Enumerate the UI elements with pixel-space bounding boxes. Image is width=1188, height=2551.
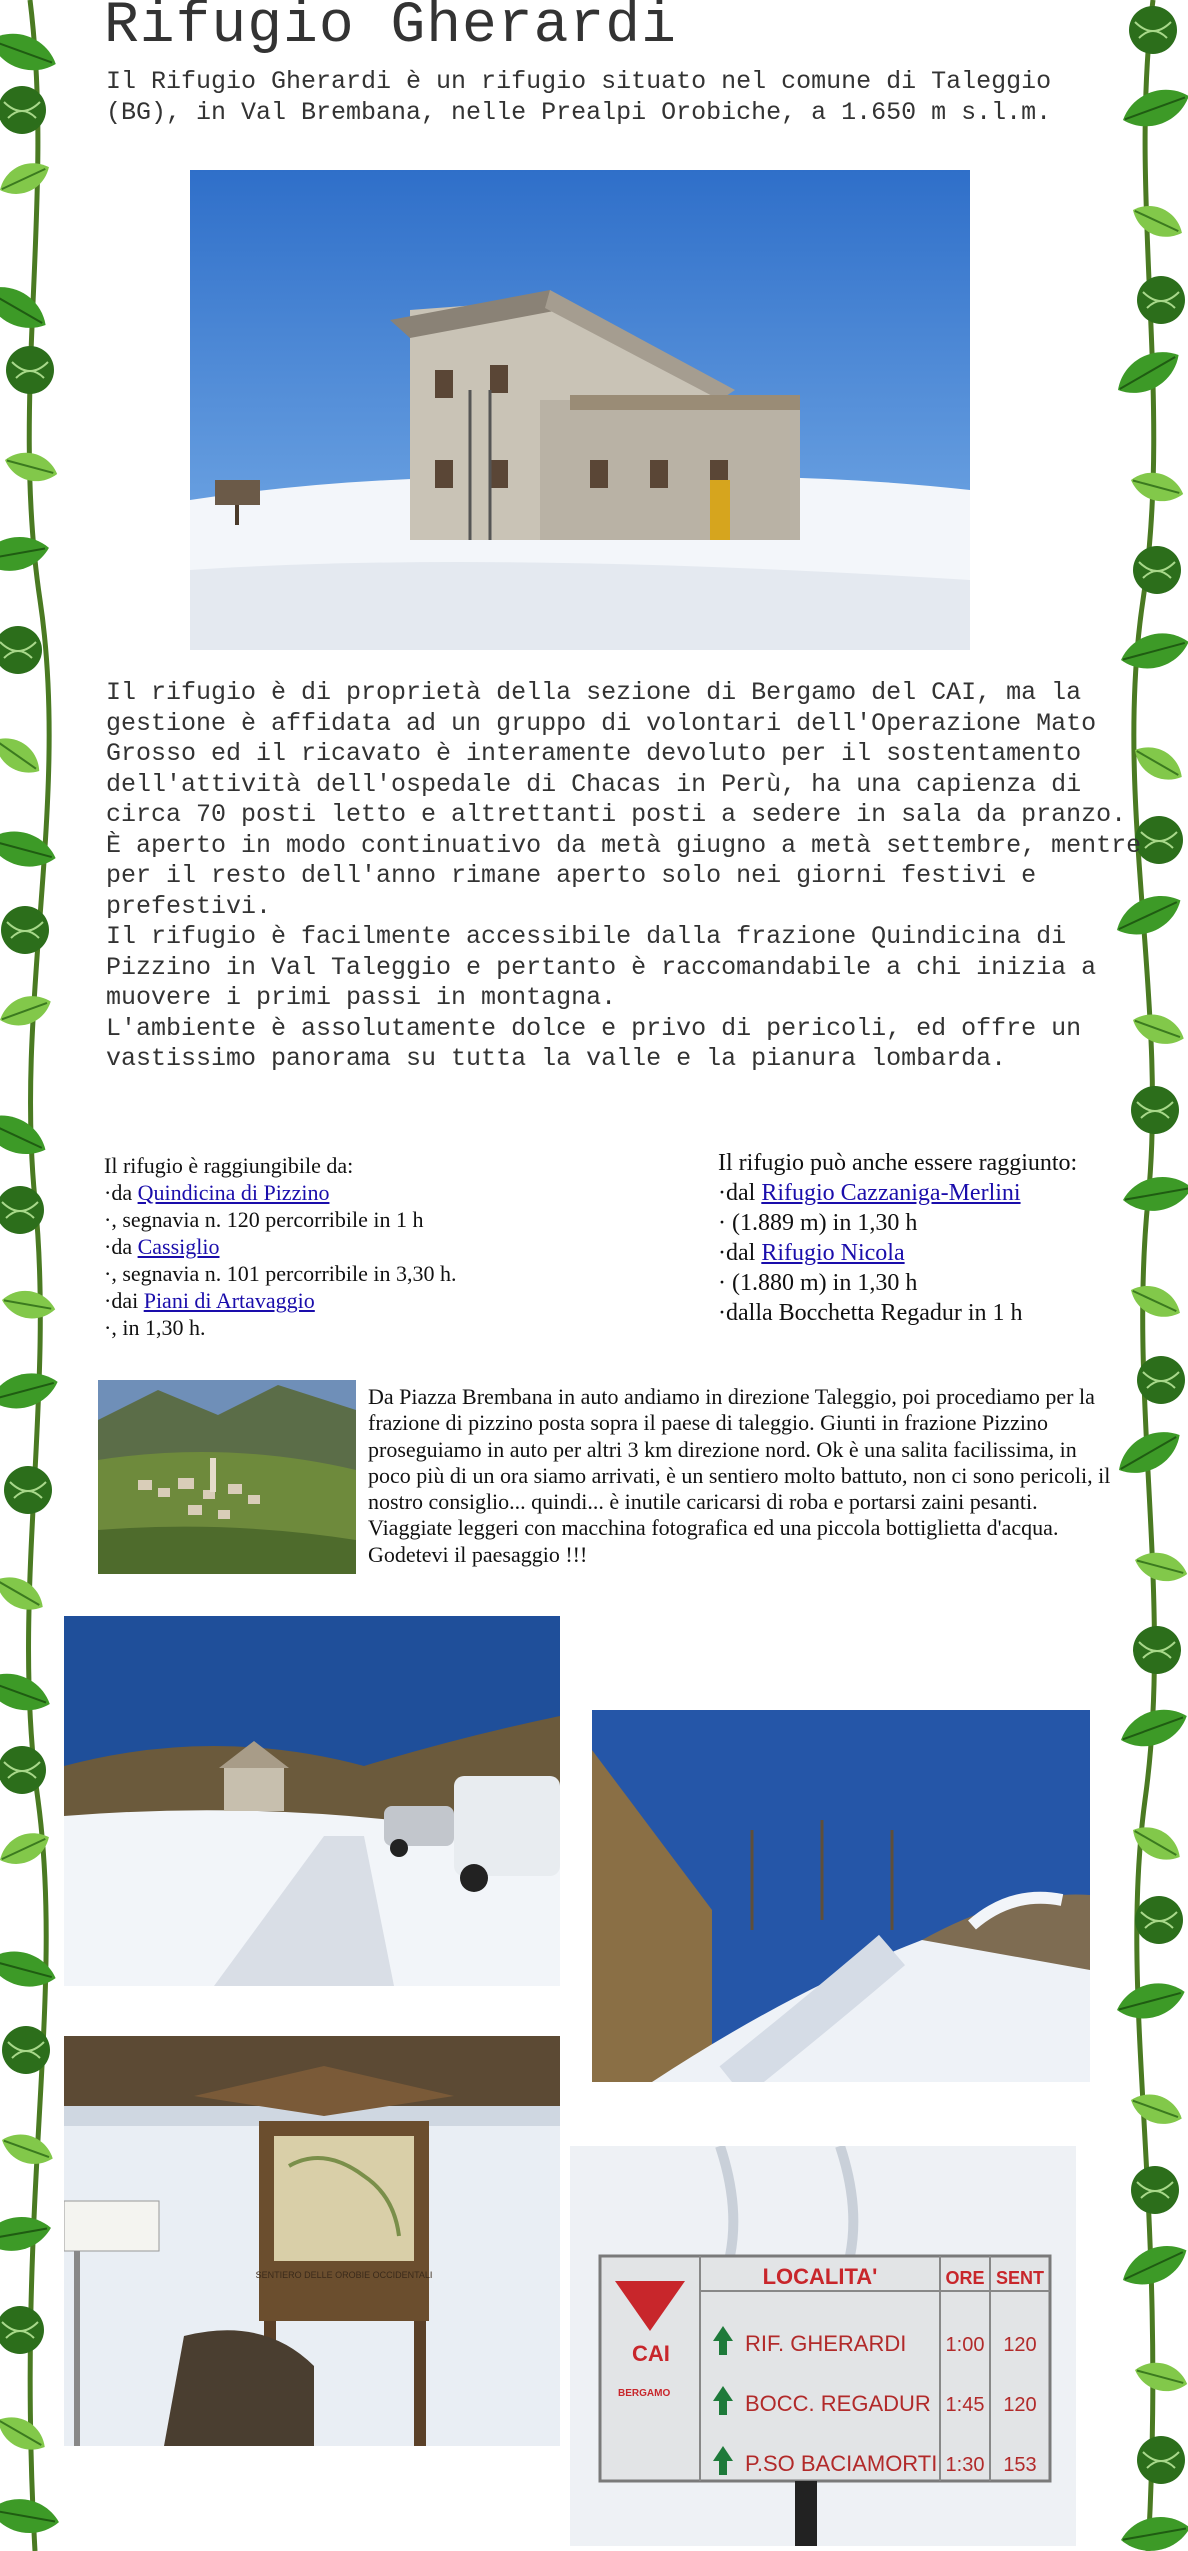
sign-row-sent: 120 bbox=[1003, 2334, 1037, 2356]
cai-logo-text: CAI bbox=[632, 2341, 670, 2366]
village-photo bbox=[98, 1380, 356, 1574]
trail-board-photo bbox=[64, 2036, 560, 2446]
cai-trail-sign-photo bbox=[570, 2146, 1076, 2546]
access-line: ·, segnavia n. 120 percorribile in 1 h bbox=[104, 1207, 424, 1232]
sign-row-place: BOCC. REGADUR bbox=[745, 2391, 931, 2416]
link-cassiglio[interactable]: Cassiglio bbox=[137, 1234, 220, 1259]
snowy-path-photo bbox=[592, 1710, 1090, 2082]
sign-row-place: RIF. GHERARDI bbox=[745, 2331, 907, 2356]
access-line: ·dal Rifugio Cazzaniga-Merlini bbox=[718, 1180, 1021, 1206]
sign-row-sent: 120 bbox=[1003, 2394, 1037, 2416]
page-title: Rifugio Gherardi bbox=[104, 0, 677, 59]
access-line: · (1.880 m) in 1,30 h bbox=[718, 1270, 918, 1296]
access-also-list bbox=[718, 1148, 1138, 1328]
access-line: · (1.889 m) in 1,30 h bbox=[718, 1210, 918, 1236]
description-paragraph: È aperto in modo continuativo da metà giugno a metà settembre, mentre per il resto dell'anno rimane aperto solo nei giorni festivi e prefestivi. bbox=[106, 830, 1142, 921]
access-line: ·da Quindicina di Pizzino bbox=[104, 1180, 330, 1205]
sign-row-place: P.SO BACIAMORTI bbox=[745, 2451, 938, 2476]
snowy-road-cars-photo bbox=[64, 1616, 560, 1986]
access-from-list bbox=[104, 1152, 664, 1341]
access-line: ·dal Rifugio Nicola bbox=[718, 1240, 905, 1266]
description-paragraph: Il rifugio è facilmente accessibile dalla frazione Quindicina di Pizzino in Val Taleggio e pertanto è raccomandabile a chi inizia a muovere i primi passi in montagna. bbox=[106, 922, 1097, 1012]
sign-row-ore: 1:30 bbox=[945, 2454, 985, 2476]
sign-row-ore: 1:45 bbox=[945, 2394, 985, 2416]
access-heading: Il rifugio può anche essere raggiunto: bbox=[718, 1150, 1078, 1176]
access-line: ·da Cassiglio bbox=[104, 1234, 220, 1259]
access-line: ·dai Piani di Artavaggio bbox=[104, 1288, 315, 1313]
link-quindicina-di-pizzino[interactable]: Quindicina di Pizzino bbox=[137, 1180, 330, 1205]
access-heading: Il rifugio è raggiungibile da: bbox=[104, 1153, 354, 1178]
access-line: ·, segnavia n. 101 percorribile in 3,30 h. bbox=[104, 1261, 457, 1286]
description-text bbox=[106, 678, 1151, 1075]
rifugio-photo bbox=[190, 170, 970, 650]
description-paragraph: L'ambiente è assolutamente dolce e privo di pericoli, ed offre un vastissimo panorama su tutta la valle e la pianura lombarda. bbox=[106, 1013, 1082, 1073]
sign-header-localita: LOCALITA' bbox=[762, 2264, 878, 2289]
sign-row-ore: 1:00 bbox=[945, 2334, 985, 2356]
description-paragraph: Il rifugio è di proprietà della sezione di Bergamo del CAI, ma la gestione è affidata ad un gruppo di volontari dell'Operazione Mato Grosso ed il ricavato è interamente devoluto per il sostentamento dell'attività dell'ospedale di Chacas in Perù, ha una capienza di circa 70 posti letto e altrettanti posti a sedere in sala da pranzo. bbox=[106, 678, 1127, 829]
directions-text: Da Piazza Brembana in auto andiamo in direzione Taleggio, poi procediamo per la frazione di pizzino posta sopra il paese di taleggio. Giunti in frazione Pizzino proseguiamo in auto per altri 3 km direzione nord. Ok è una salita facilissima, in poco più di un ora siamo arrivati, è un sentiero molto battuto, non ci sono pericoli, il nostro consiglio... quindi... è inutile caricarsi di roba e portarsi zaini pesanti. Viaggiate leggeri con macchina fotografica ed una piccola bottiglietta d'acqua. Godetevi il paesaggio !!! bbox=[368, 1384, 1111, 1567]
sign-row-sent: 153 bbox=[1003, 2454, 1037, 2476]
link-rifugio-nicola[interactable]: Rifugio Nicola bbox=[761, 1240, 905, 1266]
access-line: ·, in 1,30 h. bbox=[104, 1315, 206, 1340]
access-line: ·dalla Bocchetta Regadur in 1 h bbox=[718, 1300, 1023, 1326]
cai-city-text: BERGAMO bbox=[618, 2388, 671, 2399]
link-rifugio-cazzaniga-merlini[interactable]: Rifugio Cazzaniga-Merlini bbox=[761, 1180, 1021, 1206]
trail-board-label: SENTIERO DELLE OROBIE OCCIDENTALI bbox=[255, 2270, 433, 2280]
intro-text: Il Rifugio Gherardi è un rifugio situato nel comune di Taleggio (BG), in Val Brembana, nelle Prealpi Orobiche, a 1.650 m s.l.m. bbox=[106, 67, 1052, 127]
sign-header-ore: ORE bbox=[945, 2268, 985, 2288]
link-piani-di-artavaggio[interactable]: Piani di Artavaggio bbox=[143, 1288, 315, 1313]
sign-header-sent: SENT bbox=[995, 2268, 1045, 2288]
